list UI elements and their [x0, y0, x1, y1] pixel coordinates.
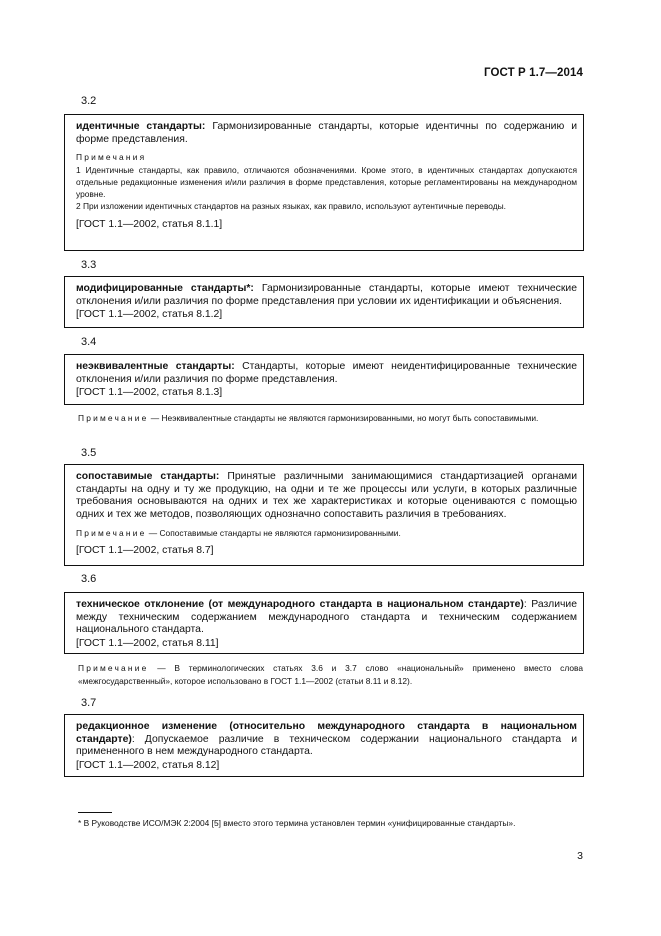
note-text: — В терминологических статьях 3.6 и 3.7 слово «национальный» применено вместо слова «межгосударственный», которое использовано в ГОСТ 1.1—2002 (статьи 8.11 и 8.12). [78, 663, 583, 686]
term-definition [76, 121, 577, 146]
definition-text: : Допускаемое различие в техническом содержании национального стандарта и примененного в нем международного стандарта. [76, 733, 577, 757]
term-name: неэквивалентные стандарты: [76, 361, 235, 372]
term-name: сопоставимые стандарты: [76, 471, 220, 482]
definition-text: : Различие между техническим содержанием международного стандарта и техническим содержанием национального стандарта. [76, 599, 577, 635]
notes-heading: Примечания [76, 152, 147, 162]
definition-text: Гармонизированные стандарты, которые идентичны по содержанию и форме представления. [76, 121, 578, 145]
definition-text: Принятые различными занимающимися стандартизацией органами стандарты на одну и ту же продукцию, на одни и те же процессы или услуги, в которых различные требования основываются на одних и тех же характеристиках и которые оцениваются с помощью одних и тех же методов, позволяющих однозначно сопоставить различия в требованиях. [76, 471, 577, 520]
term-definition [76, 599, 577, 637]
note-label: Примечание [78, 663, 149, 673]
note-text: — Сопоставимые стандарты не являются гармонизированными. [146, 528, 401, 538]
entry-number: 3.6 [81, 573, 97, 585]
definition-text: Стандарты, которые имеют неидентифицированные технические отклонения и/или различия по форме представления. [76, 361, 578, 385]
term-definition [76, 361, 577, 386]
term-box-3-7 [64, 714, 584, 777]
note-item: 2 При изложении идентичных стандартов на разных языках, как правило, используют аутентичные переводы. [76, 201, 507, 211]
footnote: * В Руководстве ИСО/МЭК 2:2004 [5] вместо этого термина установлен термин «унифицированные стандарты». [78, 818, 516, 828]
source-reference: [ГОСТ 1.1—2002, статья 8.1.3] [76, 387, 223, 398]
note-item: 1 Идентичные стандарты, как правило, отличаются обозначениями. Кроме этого, в идентичных стандартах допускаются отдельные редакционные изменения и/или различия в форме представления, которые регламентированы на международном уровне. [76, 165, 577, 199]
term-definition [76, 471, 577, 521]
term-box-3-5 [64, 464, 584, 566]
note-after-3-4 [78, 412, 583, 425]
term-box-3-6 [64, 592, 584, 654]
note-after-3-6 [78, 662, 583, 688]
term-name: редакционное изменение (относительно международного стандарта в национальном стандарте) [76, 721, 577, 745]
term-box-3-3 [64, 276, 584, 328]
definition-text: Гармонизированные стандарты, которые имеют технические отклонения и/или различия по форме представления при условии их идентификации и объяснения. [76, 283, 577, 307]
source-reference: [ГОСТ 1.1—2002, статья 8.1.1] [76, 219, 223, 230]
document-code: ГОСТ Р 1.7—2014 [484, 67, 583, 79]
entry-number: 3.7 [81, 697, 97, 709]
source-reference: [ГОСТ 1.1—2002, статья 8.11] [76, 637, 219, 649]
page-number: 3 [577, 850, 583, 862]
entry-number: 3.2 [81, 95, 97, 107]
source-reference: [ГОСТ 1.1—2002, статья 8.12] [76, 759, 220, 771]
term-definition [76, 721, 577, 759]
term-name: модифицированные стандарты*: [76, 283, 254, 294]
inner-note [76, 527, 577, 539]
entry-number: 3.5 [81, 447, 97, 459]
footnote-separator [78, 812, 112, 813]
term-box-3-4 [64, 354, 584, 405]
note-label: Примечание [78, 413, 149, 423]
term-name: идентичные стандарты: [76, 121, 206, 132]
term-definition [76, 283, 577, 308]
term-name: техническое отклонение (от международного стандарта в национальном стандарте) [76, 599, 524, 610]
note-text: — Неэквивалентные стандарты не являются гармонизированными, но могут быть сопоставимыми. [148, 413, 539, 423]
source-reference: [ГОСТ 1.1—2002, статья 8.1.2] [76, 309, 223, 320]
entry-number: 3.3 [81, 259, 97, 271]
term-box-3-2 [64, 114, 584, 251]
entry-number: 3.4 [81, 336, 97, 348]
source-reference: [ГОСТ 1.1—2002, статья 8.7] [76, 545, 214, 556]
note-label: Примечание [76, 528, 147, 538]
